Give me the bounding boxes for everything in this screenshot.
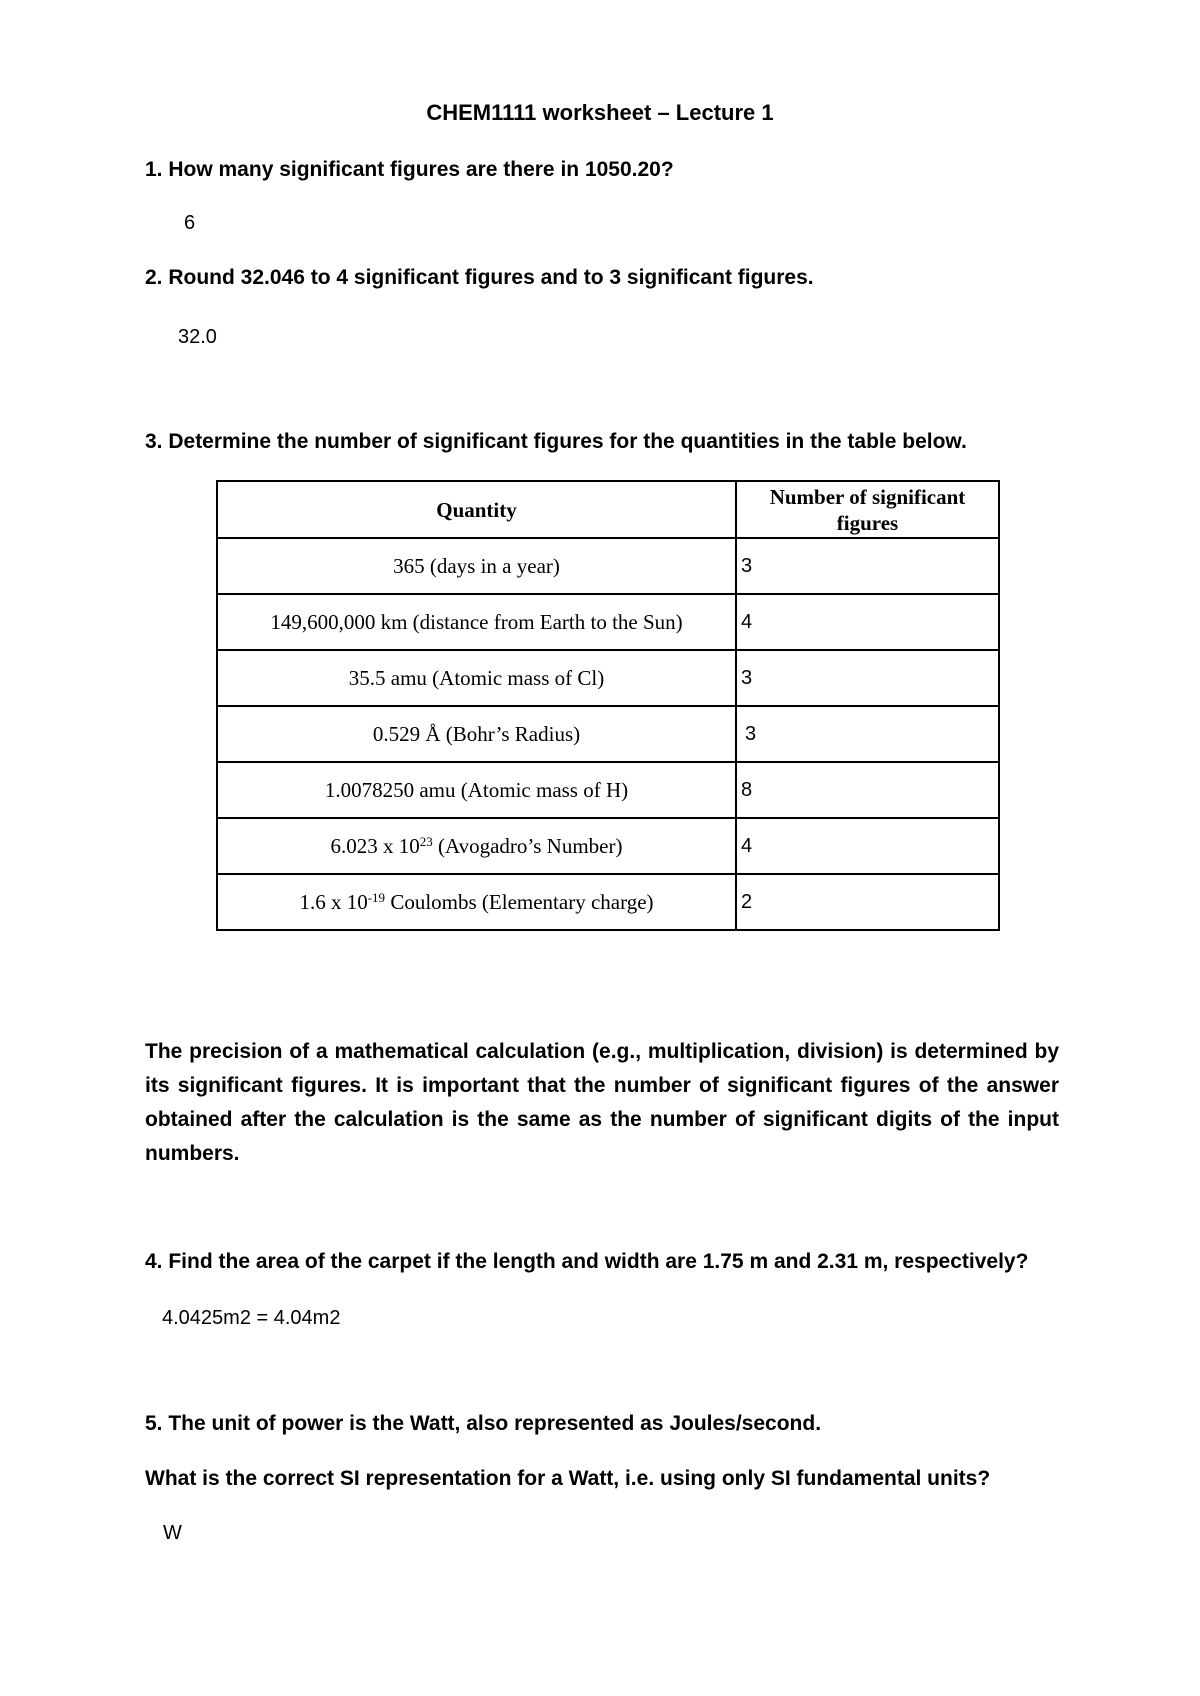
quantity-cell: 365 (days in a year) xyxy=(217,538,736,594)
number-cell: 2 xyxy=(736,874,999,930)
answer-4: 4.0425m2 = 4.04m2 xyxy=(162,1307,341,1329)
answer-5: W xyxy=(163,1522,182,1544)
quantity-cell xyxy=(217,818,736,874)
table-row xyxy=(217,650,999,706)
question-5-line-1: 5. The unit of power is the Watt, also represented as Joules/second. xyxy=(145,1412,822,1435)
answer-1: 6 xyxy=(184,212,196,234)
table-header-row xyxy=(217,481,999,538)
quantity-rest: Coulombs (Elementary charge) xyxy=(385,889,654,914)
table-row xyxy=(217,762,999,818)
header-quantity: Quantity xyxy=(217,481,736,538)
quantity-cell xyxy=(217,874,736,930)
quantity-cell: 1.0078250 amu (Atomic mass of H) xyxy=(217,762,736,818)
quantity-base: 1.6 x 10 xyxy=(299,889,368,914)
header-number-of-significant-figures: Number of significant figures xyxy=(736,481,999,538)
table-row xyxy=(217,538,999,594)
question-3: 3. Determine the number of significant figures for the quantities in the table below. xyxy=(145,430,967,453)
quantity-cell: 0.529 Å (Bohr’s Radius) xyxy=(217,706,736,762)
answer-2: 32.0 xyxy=(178,326,217,348)
quantity-rest: (Avogadro’s Number) xyxy=(432,833,623,858)
number-cell: 8 xyxy=(736,762,999,818)
worksheet-title: CHEM1111 worksheet – Lecture 1 xyxy=(426,100,774,125)
quantity-exponent: -19 xyxy=(367,889,386,905)
quantity-cell: 149,600,000 km (distance from Earth to the Sun) xyxy=(217,594,736,650)
quantity-exponent: 23 xyxy=(419,833,433,849)
number-cell: 3 xyxy=(736,650,999,706)
question-1: 1. How many significant figures are there in 1050.20? xyxy=(145,158,674,181)
significant-figures-table xyxy=(216,480,1000,931)
number-cell: 4 xyxy=(736,594,999,650)
question-4: 4. Find the area of the carpet if the length and width are 1.75 m and 2.31 m, respectively? xyxy=(145,1250,1029,1273)
question-2: 2. Round 32.046 to 4 significant figures and to 3 significant figures. xyxy=(145,266,814,289)
quantity-cell: 35.5 amu (Atomic mass of Cl) xyxy=(217,650,736,706)
precision-paragraph: The precision of a mathematical calculation (e.g., multiplication, division) is determined by its significant figures. It is important that the number of significant figures of the answer obtained after the calculation is the same as the number of significant digits of the input numbers. xyxy=(145,1040,1059,1165)
number-cell: 3 xyxy=(736,706,999,762)
number-cell: 3 xyxy=(736,538,999,594)
table-row xyxy=(217,706,999,762)
table-row xyxy=(217,818,999,874)
table-row xyxy=(217,874,999,930)
quantity-base: 6.023 x 10 xyxy=(330,833,420,858)
question-5-line-2: What is the correct SI representation for a Watt, i.e. using only SI fundamental units? xyxy=(145,1467,991,1490)
number-cell: 4 xyxy=(736,818,999,874)
table-row xyxy=(217,594,999,650)
